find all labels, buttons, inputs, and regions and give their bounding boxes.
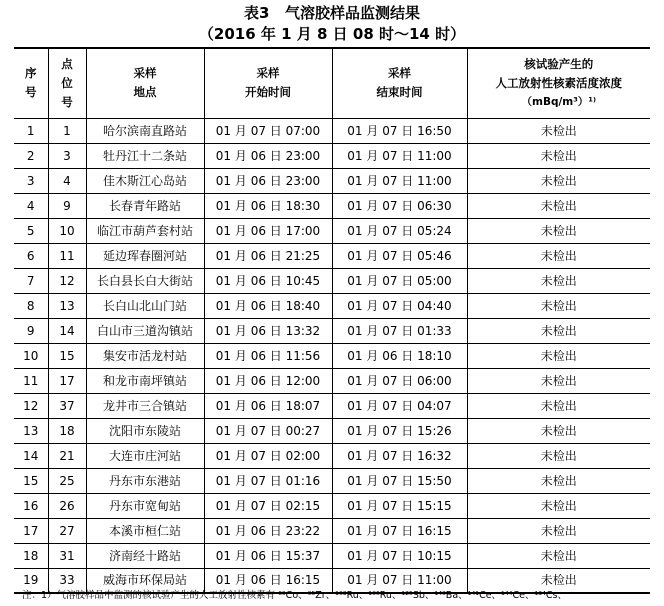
cell-seq: 16: [23, 498, 39, 513]
cell-seq: 7: [26, 273, 35, 288]
footnote: 注：1）气溶胶样品中监测的核试验产生的人工放射性核素有 ⁶⁰Co、⁹⁵Zr、¹⁰³Ru、¹⁰⁶Ru、¹²⁵Sb、¹⁴⁰Ba、¹⁴¹Ce、¹⁴⁴Ce、¹³⁴Cs、: [22, 590, 567, 601]
header-result: [467, 48, 650, 118]
cell-location: 佳木斯江心岛站: [86, 168, 204, 193]
cell-point: 9: [48, 193, 86, 218]
cell-seq: 15: [23, 473, 39, 488]
cell-start-time: 01 月 06 日 13:32: [204, 318, 332, 343]
cell-seq: 2: [26, 148, 35, 163]
cell-start-time: 01 月 07 日 01:16: [204, 468, 332, 493]
monitoring-results-table: [14, 47, 650, 594]
cell-end-time: 01 月 07 日 01:33: [332, 318, 467, 343]
cell-end-time: 01 月 07 日 11:00: [332, 143, 467, 168]
header-result-line-2: 人工放射性核素活度浓度: [495, 75, 622, 90]
cell-location: 延边珲春圈河站: [86, 243, 204, 268]
cell-seq: 3: [26, 173, 35, 188]
cell-location: 长白山北山门站: [86, 293, 204, 318]
cell-end-time: 01 月 07 日 11:00: [332, 568, 467, 593]
cell-location: 威海市环保局站: [86, 568, 204, 593]
cell-start-time: 01 月 06 日 10:45: [204, 268, 332, 293]
cell-location: 沈阳市东陵站: [86, 418, 204, 443]
table-row: [14, 493, 650, 518]
cell-point: 25: [48, 468, 86, 493]
table-body: [14, 118, 650, 593]
cell-start-time: 01 月 06 日 18:40: [204, 293, 332, 318]
cell-point: 15: [48, 343, 86, 368]
cell-seq: 18: [23, 548, 39, 563]
cell-end-time: 01 月 07 日 11:00: [332, 168, 467, 193]
cell-result: 未检出: [467, 293, 650, 318]
cell-result: 未检出: [467, 218, 650, 243]
header-seq: [14, 48, 48, 118]
cell-start-time: 01 月 06 日 18:30: [204, 193, 332, 218]
cell-point: 10: [48, 218, 86, 243]
cell-end-time: 01 月 07 日 04:07: [332, 393, 467, 418]
cell-seq: 1: [26, 123, 35, 138]
header-row: [14, 48, 650, 118]
cell-seq: 19: [23, 573, 39, 588]
table-row: [14, 443, 650, 468]
cell-start-time: 01 月 06 日 12:00: [204, 368, 332, 393]
cell-point: 33: [48, 568, 86, 593]
cell-end-time: 01 月 07 日 10:15: [332, 543, 467, 568]
cell-location: 长春青年路站: [86, 193, 204, 218]
cell-result: 未检出: [467, 168, 650, 193]
cell-location: 牡丹江十二条站: [86, 143, 204, 168]
cell-end-time: 01 月 07 日 15:26: [332, 418, 467, 443]
cell-end-time: 01 月 07 日 16:15: [332, 518, 467, 543]
cell-location: 本溪市桓仁站: [86, 518, 204, 543]
cell-result: 未检出: [467, 493, 650, 518]
cell-location: 龙井市三合镇站: [86, 393, 204, 418]
header-seq-line-2: 号: [25, 85, 37, 100]
cell-start-time: 01 月 07 日 02:15: [204, 493, 332, 518]
cell-point: 4: [48, 168, 86, 193]
cell-result: 未检出: [467, 543, 650, 568]
table-subtitle: （2016 年 1 月 8 日 08 时～14 时）: [198, 25, 466, 43]
cell-seq: 14: [23, 448, 39, 463]
table-row: [14, 393, 650, 418]
cell-result: 未检出: [467, 143, 650, 168]
cell-start-time: 01 月 06 日 15:37: [204, 543, 332, 568]
cell-start-time: 01 月 07 日 07:00: [204, 118, 332, 143]
table-row: [14, 268, 650, 293]
cell-start-time: 01 月 06 日 21:25: [204, 243, 332, 268]
header-result-line-1: 核试验产生的: [524, 56, 594, 71]
cell-point: 21: [48, 443, 86, 468]
table-row: [14, 193, 650, 218]
table-row: [14, 543, 650, 568]
table-title: 表3 气溶胶样品监测结果: [243, 4, 421, 22]
header-start-time: [204, 48, 332, 118]
cell-point: 11: [48, 243, 86, 268]
header-point: [48, 48, 86, 118]
header-location-line-1: 采样: [133, 66, 157, 81]
cell-location: 丹东市宽甸站: [86, 493, 204, 518]
cell-result: 未检出: [467, 468, 650, 493]
header-point-line-2: 位: [61, 75, 73, 90]
cell-result: 未检出: [467, 268, 650, 293]
cell-result: 未检出: [467, 118, 650, 143]
cell-start-time: 01 月 06 日 23:22: [204, 518, 332, 543]
cell-start-time: 01 月 07 日 00:27: [204, 418, 332, 443]
header-point-line-3: 号: [61, 94, 73, 109]
cell-result: 未检出: [467, 393, 650, 418]
cell-location: 长白县长白大街站: [86, 268, 204, 293]
cell-result: 未检出: [467, 443, 650, 468]
cell-result: 未检出: [467, 518, 650, 543]
cell-seq: 9: [26, 323, 35, 338]
cell-end-time: 01 月 07 日 16:50: [332, 118, 467, 143]
cell-location: 临江市葫芦套村站: [86, 218, 204, 243]
cell-seq: 10: [23, 348, 39, 363]
cell-end-time: 01 月 07 日 15:15: [332, 493, 467, 518]
cell-point: 27: [48, 518, 86, 543]
cell-result: 未检出: [467, 568, 650, 593]
cell-seq: 6: [26, 248, 35, 263]
cell-end-time: 01 月 07 日 06:30: [332, 193, 467, 218]
cell-result: 未检出: [467, 343, 650, 368]
cell-start-time: 01 月 06 日 23:00: [204, 168, 332, 193]
cell-end-time: 01 月 07 日 05:46: [332, 243, 467, 268]
cell-point: 14: [48, 318, 86, 343]
cell-end-time: 01 月 07 日 06:00: [332, 368, 467, 393]
cell-location: 丹东市东港站: [86, 468, 204, 493]
cell-location: 和龙市南坪镇站: [86, 368, 204, 393]
cell-end-time: 01 月 07 日 05:24: [332, 218, 467, 243]
cell-result: 未检出: [467, 318, 650, 343]
cell-location: 白山市三道沟镇站: [86, 318, 204, 343]
header-end-time: [332, 48, 467, 118]
table-row: [14, 518, 650, 543]
cell-location: 哈尔滨南直路站: [86, 118, 204, 143]
cell-point: 3: [48, 143, 86, 168]
cell-seq: 5: [26, 223, 35, 238]
cell-location: 集安市活龙村站: [86, 343, 204, 368]
table-row: [14, 368, 650, 393]
cell-result: 未检出: [467, 243, 650, 268]
table-row: [14, 118, 650, 143]
cell-start-time: 01 月 06 日 11:56: [204, 343, 332, 368]
header-start-line-2: 开始时间: [245, 85, 291, 100]
cell-result: 未检出: [467, 418, 650, 443]
cell-seq: 13: [23, 423, 39, 438]
table-row: [14, 468, 650, 493]
cell-start-time: 01 月 06 日 17:00: [204, 218, 332, 243]
cell-point: 12: [48, 268, 86, 293]
cell-seq: 11: [23, 373, 39, 388]
table-row: [14, 293, 650, 318]
cell-point: 18: [48, 418, 86, 443]
cell-start-time: 01 月 06 日 18:07: [204, 393, 332, 418]
cell-seq: 8: [26, 298, 35, 313]
table-row: [14, 143, 650, 168]
cell-start-time: 01 月 06 日 16:15: [204, 568, 332, 593]
header-end-line-1: 采样: [388, 66, 411, 81]
cell-seq: 12: [23, 398, 39, 413]
cell-location: 大连市庄河站: [86, 443, 204, 468]
cell-end-time: 01 月 07 日 16:32: [332, 443, 467, 468]
header-seq-line-1: 序: [25, 66, 37, 81]
cell-seq: 4: [26, 198, 35, 213]
cell-start-time: 01 月 07 日 02:00: [204, 443, 332, 468]
cell-point: 31: [48, 543, 86, 568]
cell-location: 济南经十路站: [86, 543, 204, 568]
header-end-line-2: 结束时间: [376, 85, 423, 100]
cell-end-time: 01 月 07 日 04:40: [332, 293, 467, 318]
table-row: [14, 168, 650, 193]
header-result-unit: （mBq/m³）¹⁾: [521, 95, 596, 108]
cell-result: 未检出: [467, 368, 650, 393]
cell-point: 26: [48, 493, 86, 518]
table-row: [14, 218, 650, 243]
cell-point: 1: [48, 118, 86, 143]
table-row: [14, 343, 650, 368]
cell-point: 13: [48, 293, 86, 318]
cell-start-time: 01 月 06 日 23:00: [204, 143, 332, 168]
cell-result: 未检出: [467, 193, 650, 218]
cell-end-time: 01 月 07 日 15:50: [332, 468, 467, 493]
cell-seq: 17: [23, 523, 39, 538]
cell-end-time: 01 月 06 日 18:10: [332, 343, 467, 368]
cell-end-time: 01 月 07 日 05:00: [332, 268, 467, 293]
table-row: [14, 318, 650, 343]
cell-point: 37: [48, 393, 86, 418]
header-location-line-2: 地点: [133, 85, 157, 100]
header-start-line-1: 采样: [256, 66, 280, 81]
table-row: [14, 243, 650, 268]
header-point-line-1: 点: [61, 56, 73, 71]
table-row: [14, 418, 650, 443]
cell-point: 17: [48, 368, 86, 393]
header-location: [86, 48, 204, 118]
